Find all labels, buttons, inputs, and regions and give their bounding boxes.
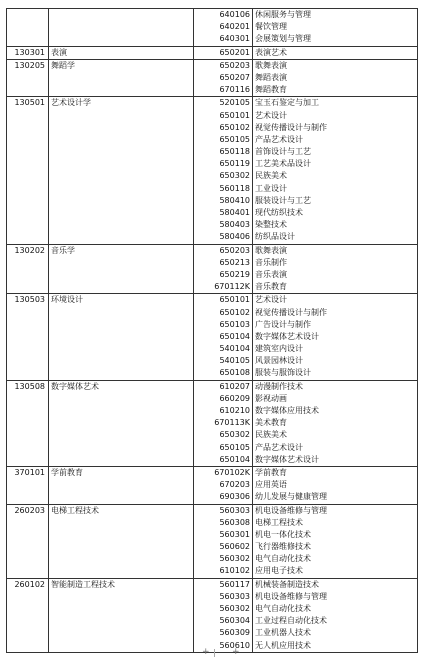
add-column-icon[interactable]: + <box>232 647 240 657</box>
vocational-code: 650201 <box>219 47 250 57</box>
vocational-name: 视觉传播设计与制作 <box>255 307 327 317</box>
vocational-code: 540104 <box>219 344 250 354</box>
vocational-code: 650102 <box>219 122 250 132</box>
major-mapping-table <box>6 8 418 653</box>
undergrad-name <box>51 9 193 21</box>
undergrad-code <box>7 9 45 21</box>
vocational-code: 650101 <box>219 295 250 305</box>
vocational-name: 电气自动化技术 <box>255 604 311 613</box>
vocational-name: 染整技术 <box>255 220 287 230</box>
undergrad-code: 130202 <box>14 245 45 255</box>
vocational-code-cell[interactable] <box>194 97 253 244</box>
undergrad-name: 音乐学 <box>51 245 75 255</box>
vocational-name: 舞蹈教育 <box>255 85 287 95</box>
vocational-code: 670112K <box>214 282 250 292</box>
vocational-code: 650213 <box>219 257 250 267</box>
add-row-icon[interactable]: + <box>202 647 210 657</box>
vocational-code: 670203 <box>219 480 250 490</box>
vocational-name: 学前教育 <box>255 467 287 477</box>
vocational-code: 650108 <box>219 368 250 378</box>
vocational-name: 电气自动化技术 <box>255 554 311 564</box>
vocational-name: 视觉传播设计与制作 <box>255 122 327 132</box>
vocational-name: 应用电子技术 <box>255 566 303 576</box>
vocational-code: 660209 <box>219 393 250 403</box>
vocational-code: 580406 <box>219 232 250 242</box>
vocational-name-cell[interactable] <box>253 97 418 244</box>
vocational-code: 560301 <box>219 529 250 539</box>
undergrad-code: 260102 <box>14 579 45 589</box>
vocational-name: 广告设计与制作 <box>255 319 311 329</box>
vocational-name: 休闲服务与管理 <box>255 10 311 19</box>
vocational-name-cell[interactable] <box>253 9 418 47</box>
vocational-name-cell[interactable] <box>253 578 418 652</box>
vocational-name: 首饰设计与工艺 <box>255 147 311 157</box>
undergrad-name-cell[interactable] <box>49 294 194 380</box>
vocational-name: 服装与服饰设计 <box>255 368 311 378</box>
vocational-code: 650203 <box>219 60 250 70</box>
vocational-name: 数字媒体艺术设计 <box>255 454 319 464</box>
undergrad-name-cell[interactable] <box>49 46 194 59</box>
vocational-name: 美术教育 <box>255 418 287 428</box>
vocational-name: 服装设计与工艺 <box>255 195 311 205</box>
table-row <box>7 380 418 466</box>
undergrad-code: 130503 <box>14 295 45 305</box>
column-divider <box>214 649 215 657</box>
undergrad-code-cell[interactable] <box>7 9 49 47</box>
undergrad-code: 130501 <box>14 98 45 108</box>
vocational-name: 宝玉石鉴定与加工 <box>255 98 319 108</box>
vocational-code: 650105 <box>219 134 250 144</box>
vocational-name: 民族美术 <box>255 430 287 440</box>
vocational-code: 610210 <box>219 406 250 415</box>
undergrad-name: 表演 <box>51 47 67 57</box>
vocational-name-cell[interactable] <box>253 244 418 294</box>
vocational-code: 650101 <box>219 110 250 120</box>
vocational-name: 无人机应用技术 <box>255 640 311 650</box>
vocational-code: 640106 <box>219 10 250 19</box>
vocational-name: 纺织品设计 <box>255 232 295 242</box>
vocational-code: 640201 <box>219 22 250 32</box>
vocational-code: 650118 <box>219 147 250 157</box>
vocational-code: 650207 <box>219 72 250 82</box>
vocational-name: 音乐教育 <box>255 282 287 292</box>
undergrad-code: 130301 <box>14 47 45 57</box>
vocational-code: 650119 <box>219 159 250 169</box>
vocational-name: 舞蹈表演 <box>255 72 287 82</box>
vocational-name: 机械装备制造技术 <box>255 579 319 589</box>
vocational-code: 670116 <box>219 85 250 95</box>
vocational-code: 580401 <box>219 208 250 217</box>
vocational-name: 电梯工程技术 <box>255 517 303 527</box>
undergrad-code: 130205 <box>14 60 45 70</box>
vocational-code: 560302 <box>219 604 250 613</box>
vocational-code: 580410 <box>219 195 250 205</box>
vocational-name: 风景园林设计 <box>255 356 303 366</box>
vocational-code: 650104 <box>219 454 250 464</box>
vocational-name: 机电设备维修与管理 <box>255 505 327 515</box>
vocational-name: 会展策划与管理 <box>255 34 311 44</box>
vocational-name: 艺术设计 <box>255 295 287 305</box>
vocational-name: 数字媒体应用技术 <box>255 406 319 415</box>
vocational-code: 580403 <box>219 220 250 230</box>
vocational-code: 560309 <box>219 628 250 638</box>
table-row <box>7 59 418 97</box>
undergrad-code-cell[interactable] <box>7 578 49 652</box>
vocational-code-cell[interactable] <box>194 244 253 294</box>
vocational-code: 650102 <box>219 307 250 317</box>
vocational-name: 工艺美术品设计 <box>255 159 311 169</box>
undergrad-code-cell[interactable] <box>7 504 49 578</box>
vocational-name: 音乐制作 <box>255 257 287 267</box>
vocational-code: 650105 <box>219 442 250 452</box>
vocational-name-cell[interactable] <box>253 46 418 59</box>
vocational-code-cell[interactable] <box>194 380 253 466</box>
vocational-name: 数字媒体艺术设计 <box>255 331 319 341</box>
vocational-code-cell[interactable] <box>194 504 253 578</box>
undergrad-name: 舞蹈学 <box>51 60 75 70</box>
undergrad-name-cell[interactable] <box>49 504 194 578</box>
vocational-name: 工业过程自动化技术 <box>255 616 327 626</box>
vocational-code-cell[interactable] <box>194 466 253 504</box>
undergrad-name-cell[interactable] <box>49 9 194 47</box>
table-row <box>7 294 418 380</box>
vocational-name: 应用英语 <box>255 480 287 490</box>
undergrad-name-cell[interactable] <box>49 380 194 466</box>
table-row <box>7 97 418 244</box>
vocational-code: 640301 <box>219 34 250 44</box>
vocational-code: 610102 <box>219 566 250 576</box>
vocational-code: 560303 <box>219 505 250 515</box>
undergrad-name-cell[interactable] <box>49 578 194 652</box>
vocational-code: 650203 <box>219 245 250 255</box>
table-row <box>7 466 418 504</box>
sheet-footer <box>6 649 417 657</box>
vocational-name: 影视动画 <box>255 393 287 403</box>
vocational-name: 动漫制作技术 <box>255 381 303 391</box>
undergrad-name: 学前教育 <box>51 467 83 477</box>
vocational-code: 560303 <box>219 591 250 601</box>
vocational-code: 560117 <box>219 579 250 589</box>
undergrad-code: 130508 <box>14 381 45 391</box>
undergrad-code-cell[interactable] <box>7 244 49 294</box>
table-row <box>7 244 418 294</box>
vocational-code: 650219 <box>219 269 250 279</box>
spreadsheet-sheet <box>6 8 417 648</box>
vocational-code: 690306 <box>219 492 250 502</box>
table-row <box>7 504 418 578</box>
table-row <box>7 46 418 59</box>
vocational-name: 飞行器维修技术 <box>255 542 311 552</box>
vocational-name: 餐饮管理 <box>255 22 287 32</box>
vocational-name: 现代纺织技术 <box>255 208 303 217</box>
undergrad-code-cell[interactable] <box>7 59 49 97</box>
vocational-code: 650104 <box>219 331 250 341</box>
vocational-name: 民族美术 <box>255 171 287 181</box>
vocational-code: 670113K <box>214 418 250 428</box>
undergrad-name-cell[interactable] <box>49 97 194 244</box>
vocational-code: 670102K <box>214 467 250 477</box>
vocational-name: 产品艺术设计 <box>255 134 303 144</box>
vocational-name-cell[interactable] <box>253 59 418 97</box>
vocational-code: 650302 <box>219 171 250 181</box>
vocational-name: 建筑室内设计 <box>255 344 303 354</box>
vocational-name: 工业机器人技术 <box>255 628 311 638</box>
undergrad-code-cell[interactable] <box>7 294 49 380</box>
undergrad-code-cell[interactable] <box>7 97 49 244</box>
vocational-name: 艺术设计 <box>255 110 287 120</box>
vocational-code: 560304 <box>219 616 250 626</box>
undergrad-name-cell[interactable] <box>49 466 194 504</box>
vocational-code: 650302 <box>219 430 250 440</box>
vocational-code-cell[interactable] <box>194 294 253 380</box>
vocational-code-cell[interactable] <box>194 9 253 47</box>
vocational-code-cell[interactable] <box>194 46 253 59</box>
vocational-code: 560602 <box>219 542 250 552</box>
vocational-code: 610207 <box>219 381 250 391</box>
vocational-name-cell[interactable] <box>253 380 418 466</box>
vocational-code-cell[interactable] <box>194 59 253 97</box>
table-row <box>7 578 418 652</box>
vocational-name: 产品艺术设计 <box>255 442 303 452</box>
vocational-name: 歌舞表演 <box>255 60 287 70</box>
vocational-name: 机电一体化技术 <box>255 529 311 539</box>
vocational-code: 560610 <box>219 640 250 650</box>
table-row <box>7 9 418 47</box>
vocational-code: 560308 <box>219 517 250 527</box>
vocational-name-cell[interactable] <box>253 466 418 504</box>
vocational-name: 幼儿发展与健康管理 <box>255 492 327 502</box>
vocational-code-cell[interactable] <box>194 578 253 652</box>
undergrad-code: 370101 <box>14 467 45 477</box>
vocational-name: 表演艺术 <box>255 47 287 57</box>
undergrad-name-cell[interactable] <box>49 59 194 97</box>
undergrad-code-cell[interactable] <box>7 46 49 59</box>
vocational-code: 520105 <box>219 98 250 108</box>
vocational-name: 机电设备维修与管理 <box>255 591 327 601</box>
vocational-code: 560302 <box>219 554 250 564</box>
table-body <box>7 9 418 653</box>
undergrad-code: 260203 <box>14 505 45 515</box>
undergrad-name-cell[interactable] <box>49 244 194 294</box>
vocational-name-cell[interactable] <box>253 294 418 380</box>
vocational-code: 650103 <box>219 319 250 329</box>
undergrad-code-cell[interactable] <box>7 466 49 504</box>
vocational-name-cell[interactable] <box>253 504 418 578</box>
vocational-name: 工业设计 <box>255 183 287 193</box>
vocational-code: 560118 <box>219 183 250 193</box>
vocational-name: 音乐表演 <box>255 269 287 279</box>
undergrad-name: 智能制造工程技术 <box>51 579 115 589</box>
undergrad-code-cell[interactable] <box>7 380 49 466</box>
undergrad-name: 环境设计 <box>51 295 83 305</box>
undergrad-name: 数字媒体艺术 <box>51 381 99 391</box>
undergrad-name: 电梯工程技术 <box>51 505 99 515</box>
undergrad-name: 艺术设计学 <box>51 98 91 108</box>
vocational-name: 歌舞表演 <box>255 245 287 255</box>
vocational-code: 540105 <box>219 356 250 366</box>
